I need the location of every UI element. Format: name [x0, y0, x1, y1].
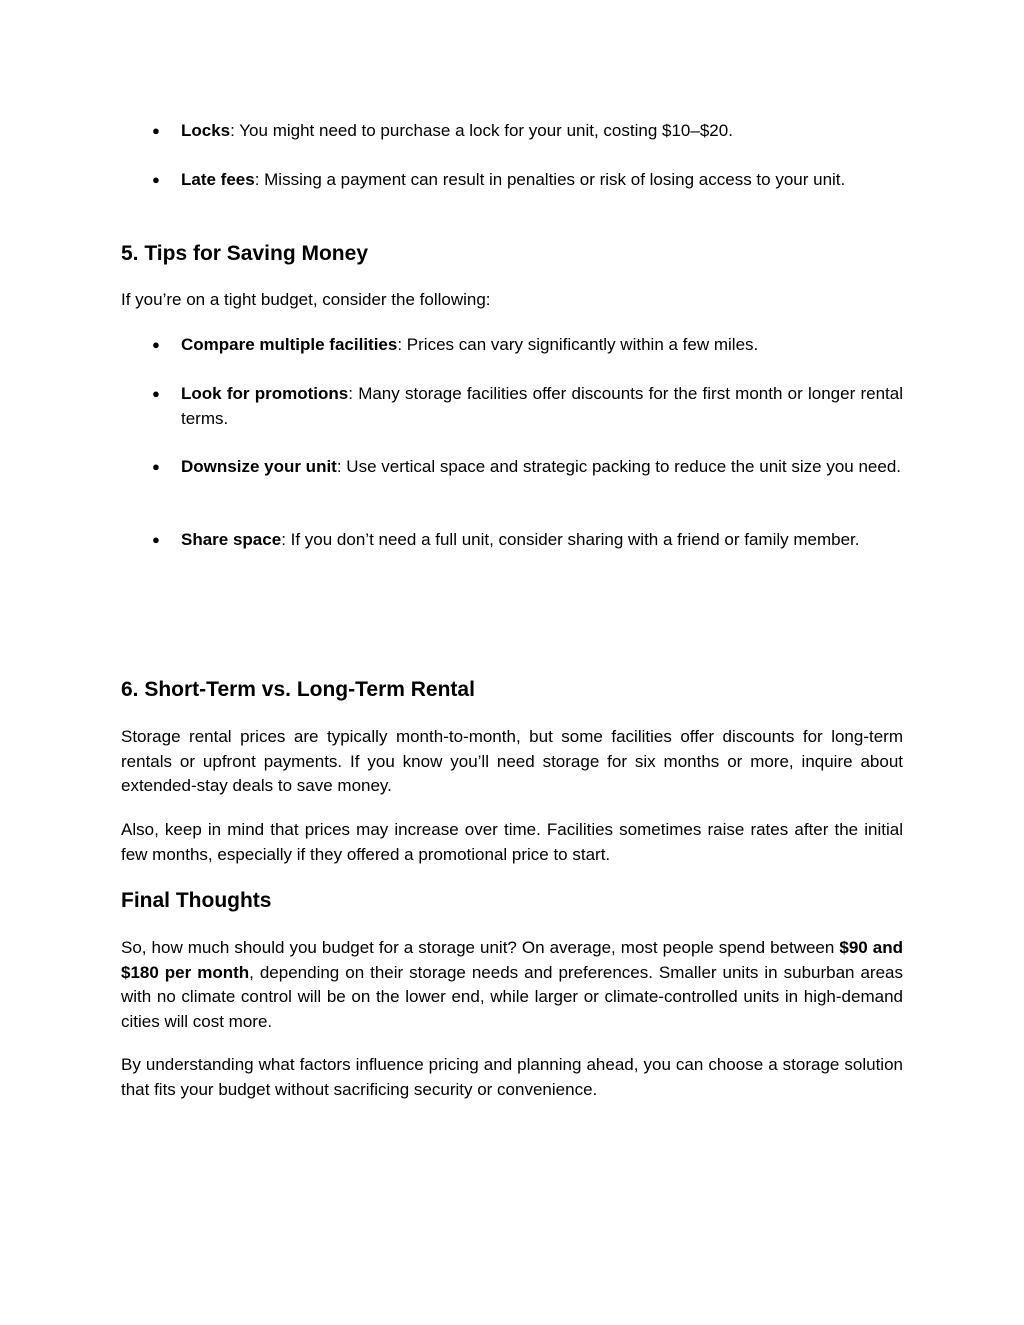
body-paragraph: By understanding what factors influence pricing and planning ahead, you can choose a storage solution that fits your budget without sacrificing security or convenience.: [121, 1055, 903, 1099]
list-item-term: Compare multiple facilities: [181, 335, 398, 354]
list-item-term: Look for promotions: [181, 384, 349, 403]
list-item: [121, 455, 903, 480]
bullet-icon: ●: [152, 172, 160, 187]
bullet-icon: ●: [152, 532, 160, 547]
list-item-term: Locks: [181, 121, 231, 140]
section-heading: 6. Short-Term vs. Long-Term Rental: [121, 678, 475, 701]
bullet-icon: ●: [152, 459, 160, 474]
list-item-text: : You might need to purchase a lock for your unit, costing $10–$20.: [230, 121, 733, 140]
list-item-term: Late fees: [181, 170, 255, 189]
body-paragraph: Also, keep in mind that prices may increase over time. Facilities sometimes raise rates after the initial few months, especially if they offered a promotional price to start.: [121, 820, 903, 864]
list-item: [121, 119, 903, 144]
bullet-icon: ●: [152, 386, 160, 401]
list-item-text: : Prices can vary significantly within a few miles.: [397, 335, 759, 354]
list-item-text: : Missing a payment can result in penalties or risk of losing access to your unit.: [254, 170, 846, 189]
body-paragraph: [121, 936, 903, 1034]
list-item-text: : If you don’t need a full unit, consider sharing with a friend or family member.: [281, 530, 860, 549]
section-intro: If you’re on a tight budget, consider the following:: [121, 290, 491, 309]
list-item: [121, 333, 903, 358]
list-item: [121, 168, 903, 193]
list-item: [121, 528, 903, 553]
bullet-icon: ●: [152, 337, 160, 352]
paragraph-text: So, how much should you budget for a storage unit? On average, most people spend between: [121, 938, 840, 957]
paragraph-text: , depending on their storage needs and preferences. Smaller units in suburban areas with no climate control will be on the lower end, while larger or climate-controlled units in high-demand cities will cost more.: [121, 962, 903, 1031]
list-item-text: : Many storage facilities offer discounts for the first month or longer rental terms.: [181, 384, 903, 428]
bullet-icon: ●: [152, 123, 160, 138]
paragraph-emphasis: $90 and $180 per month: [121, 938, 903, 982]
section-heading: Final Thoughts: [121, 889, 272, 912]
list-item-term: Downsize your unit: [181, 457, 337, 476]
list-item: [121, 382, 903, 431]
body-paragraph: Storage rental prices are typically month-to-month, but some facilities offer discounts for long-term rentals or upfront payments. If you know you’ll need storage for six months or more, inquire about extended-stay deals to save money.: [121, 727, 903, 795]
list-item-text: : Use vertical space and strategic packing to reduce the unit size you need.: [336, 457, 901, 476]
list-item-term: Share space: [181, 530, 282, 549]
section-heading: 5. Tips for Saving Money: [121, 242, 368, 265]
